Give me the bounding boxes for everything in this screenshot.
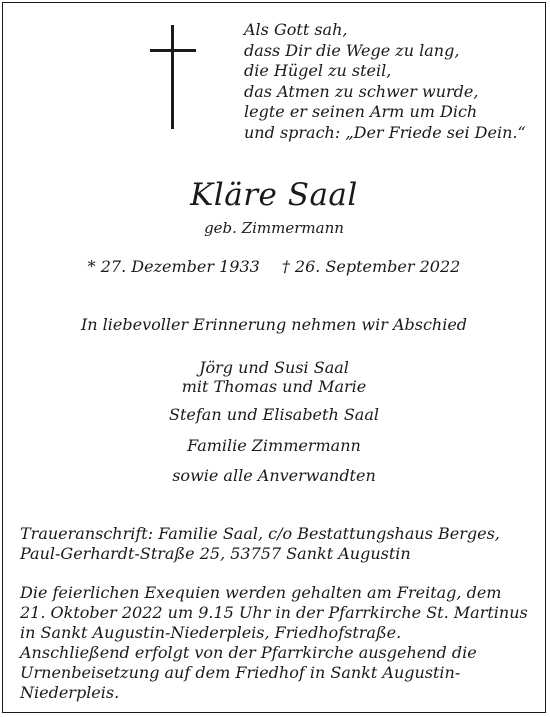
maiden-name: geb. Zimmermann (204, 219, 344, 237)
service-line: 21. Oktober 2022 um 9.15 Uhr in der Pfarrkirche St. Martinus (20, 603, 528, 622)
poem-line: das Atmen zu schwer wurde, (244, 81, 479, 101)
birth-date: * 27. Dezember 1933 (87, 257, 260, 276)
poem-line: die Hügel zu steil, (244, 61, 392, 81)
mourner-group-1-line-1: Jörg und Susi Saal (199, 358, 349, 377)
deceased-name: Kläre Saal (190, 177, 358, 213)
farewell-text: In liebevoller Erinnerung nehmen wir Abschied (80, 315, 468, 334)
mourner-group-1-line-2: mit Thomas und Marie (181, 377, 367, 396)
address-line: Paul-Gerhardt-Straße 25, 53757 Sankt Augustin (20, 544, 411, 563)
service-line: Die feierlichen Exequien werden gehalten am Freitag, dem (20, 583, 502, 602)
mourner-group-2: Stefan und Elisabeth Saal (169, 405, 379, 424)
address-line: Traueranschrift: Familie Saal, c/o Bestattungshaus Berges, (20, 524, 500, 543)
cross-icon (150, 25, 196, 129)
death-date: † 26. September 2022 (281, 257, 461, 276)
poem-line: Als Gott sah, (244, 20, 348, 39)
service-details (20, 583, 535, 703)
service-line: Urnenbeisetzung auf dem Friedhof in Sankt Augustin- (20, 663, 461, 682)
poem (244, 20, 544, 144)
mourning-address (20, 524, 535, 564)
poem-line: legte er seinen Arm um Dich (244, 102, 478, 122)
poem-line: dass Dir die Wege zu lang, (244, 40, 460, 60)
service-line: Niederpleis. (20, 683, 120, 702)
mourner-group-4: sowie alle Anverwandten (172, 466, 376, 485)
mourner-group-3: Familie Zimmermann (187, 436, 361, 455)
service-line: Anschließend erfolgt von der Pfarrkirche ausgehend die (20, 643, 477, 662)
poem-line: und sprach: „Der Friede sei Dein.“ (244, 122, 526, 142)
life-dates (2, 256, 546, 278)
service-line: in Sankt Augustin-Niederpleis, Friedhofstraße. (20, 623, 402, 642)
